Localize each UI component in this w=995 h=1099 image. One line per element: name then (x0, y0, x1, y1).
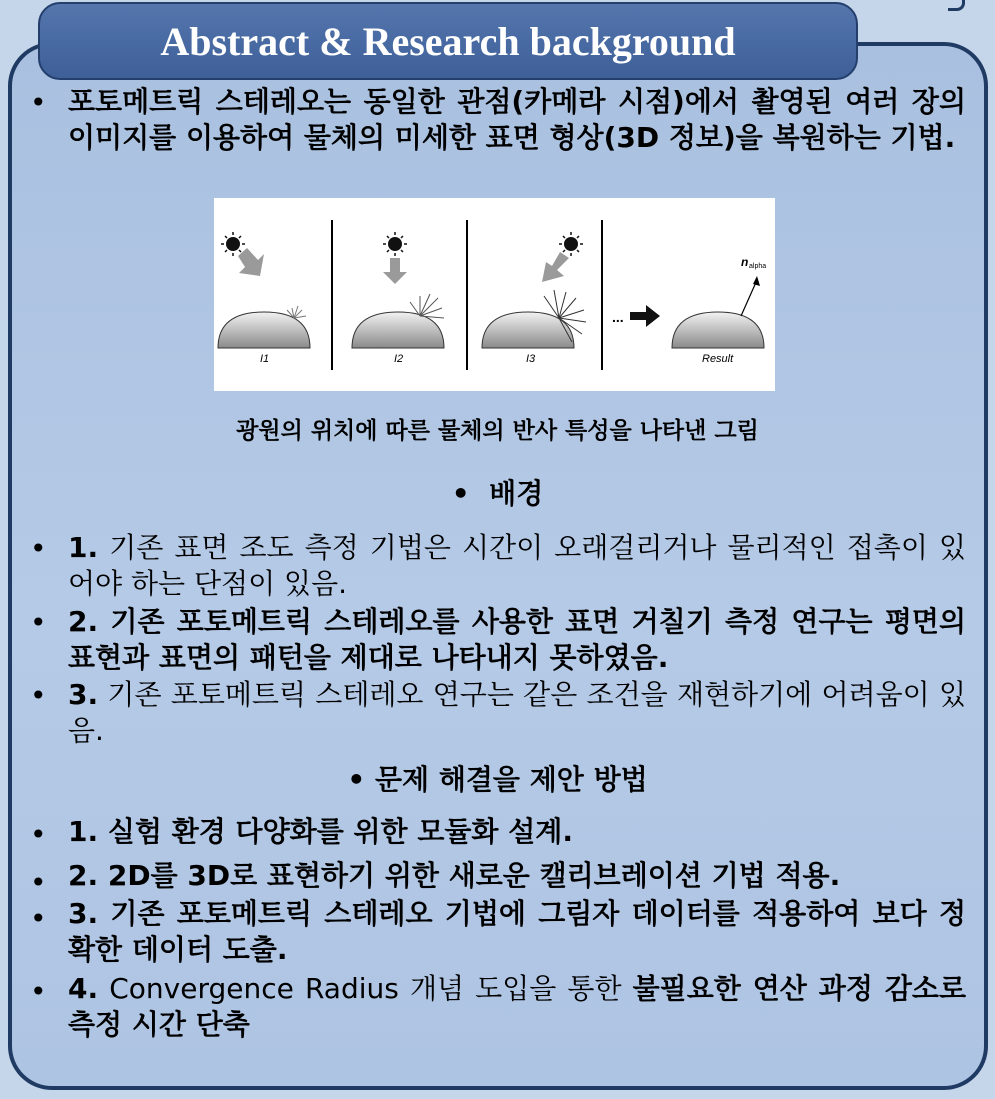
bullet-icon: • (30, 975, 47, 1008)
bullet-icon: • (30, 86, 47, 119)
section-title: Abstract & Research background (38, 2, 858, 80)
reflectance-figure (214, 198, 775, 391)
bullet-icon: • (451, 477, 470, 510)
sun-icon-1 (221, 232, 245, 256)
figure-caption: 광원의 위치에 따른 물체의 반사 특성을 나타낸 그림 (236, 418, 759, 444)
item-number: 2. (68, 605, 99, 638)
dome-result (672, 312, 764, 348)
normal-vector (741, 280, 757, 316)
label-result: Result (702, 353, 734, 365)
intro-text: 포토메트릭 스테레오는 동일한 관점(카메라 시점)에서 촬영된 여러 장의 이미지를 이용하여 물체의 미세한 표면 형상(3D 정보)을 복원하는 기법. (68, 85, 966, 154)
bullet-icon: • (30, 679, 47, 712)
normal-label: n (741, 255, 749, 269)
background-item-3 (68, 677, 966, 749)
background-item-1 (68, 530, 966, 602)
bullet-icon: • (30, 866, 47, 899)
bullet-icon: • (30, 532, 47, 565)
normal-subscript: alpha (749, 263, 767, 270)
label-i1: I1 (260, 353, 270, 365)
solution-heading (0, 758, 995, 798)
sun-icon-3 (559, 232, 583, 256)
solution-item-3: 3. 기존 포토메트릭 스테레오 기법에 그림자 데이터를 적용하여 보다 정확한 데이터 도출. (68, 897, 966, 966)
item-number: 1. (68, 531, 99, 564)
item-text-plain: Convergence Radius 개념 도입을 통한 (109, 972, 622, 1005)
item-number: 3. (68, 678, 99, 711)
light-arrow-3 (542, 252, 569, 282)
light-arrow-1 (238, 248, 264, 276)
solution-item-2: 2. 2D를 3D로 표현하기 위한 새로운 캘리브레이션 기법 적용. (68, 859, 841, 892)
bullet-icon: • (30, 902, 47, 935)
background-heading (0, 472, 995, 512)
result-arrow-icon (630, 305, 660, 327)
item-text-bold: 불필요한 연산 과정 감소로 측정 시간 단축 (68, 972, 966, 1041)
normal-arrowhead (753, 276, 760, 286)
figure-svg (214, 198, 775, 391)
solution-item-1: 1. 실험 환경 다양화를 위한 모듈화 설계. (68, 815, 573, 848)
background-item-2 (68, 604, 966, 676)
background-heading-text: 배경 (489, 477, 544, 510)
bullet-icon: • (347, 763, 366, 796)
bullet-icon: • (30, 818, 47, 851)
solution-item-4 (68, 971, 966, 1043)
item-number: 4. (68, 972, 99, 1005)
label-i2: I2 (394, 353, 404, 365)
sun-icon-2 (383, 232, 407, 256)
solution-heading-text: 문제 해결을 제안 방법 (374, 763, 648, 796)
light-arrow-2 (383, 258, 407, 284)
item-text: 기존 포토메트릭 스테레오를 사용한 표면 거칠기 측정 연구는 평면의 표현과 표면의 패턴을 제대로 나타내지 못하였음. (68, 605, 966, 674)
bullet-icon: • (30, 606, 47, 639)
corner-decoration (948, 0, 965, 11)
ellipsis: ... (612, 309, 624, 325)
item-text: 기존 포토메트릭 스테레오 연구는 같은 조건을 재현하기에 어려움이 있음. (68, 678, 966, 747)
dome-2 (352, 312, 444, 348)
item-text: 기존 표면 조도 측정 기법은 시간이 오래걸리거나 물리적인 접촉이 있어야 하는 단점이 있음. (68, 531, 967, 600)
label-i3: I3 (526, 353, 536, 365)
